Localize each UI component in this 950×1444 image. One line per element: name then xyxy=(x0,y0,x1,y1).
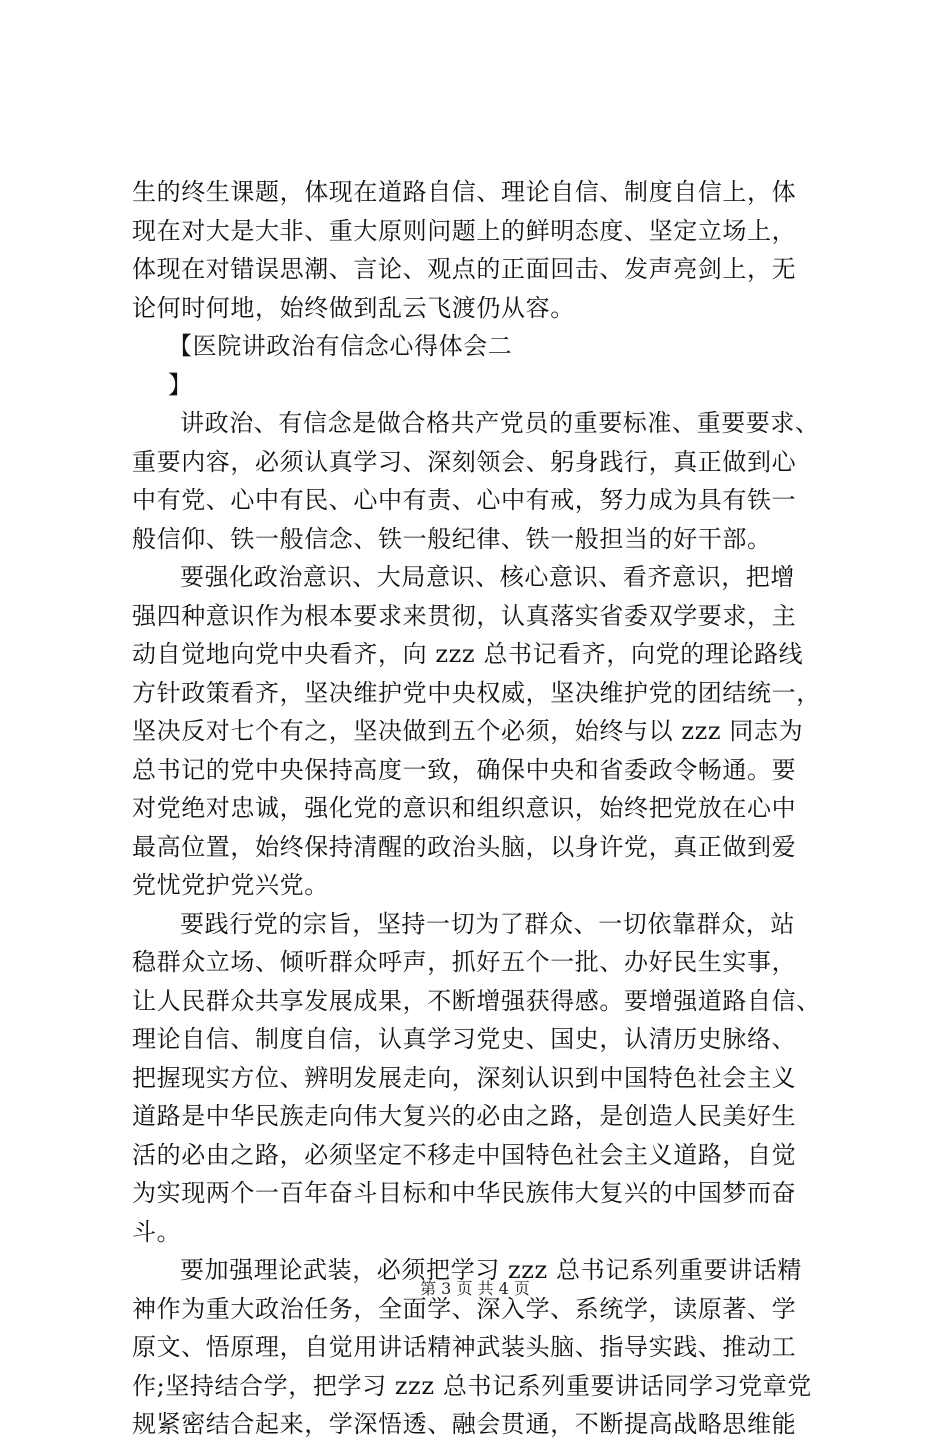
text-line: 生的终生课题，体现在道路自信、理论自信、制度自信上，体 xyxy=(132,178,797,206)
text-line: 体现在对错误思潮、言论、观点的正面回击、发声亮剑上，无 xyxy=(132,255,797,283)
text-line: 总书记的党中央保持高度一致，确保中央和省委政令畅通。要 xyxy=(132,755,797,784)
page-number-footer: 第 3 页 共 4 页 xyxy=(420,1279,530,1298)
text-line: 最高位置，始终保持清醒的政治头脑，以身许党，真正做到爱 xyxy=(132,832,797,861)
text-line: 重要内容，必须认真学习、深刻领会、躬身践行，真正做到心 xyxy=(132,447,797,476)
text-line: 论何时何地，始终做到乱云飞渡仍从容。 xyxy=(132,293,575,322)
text-line: 现在对大是大非、重大原则问题上的鲜明态度、坚定立场上， xyxy=(132,216,797,245)
text-line: 中有党、心中有民、心中有责、心中有戒，努力成为具有铁一 xyxy=(132,486,797,514)
text-line: 原文、悟原理，自觉用讲话精神武装头脑、指导实践、推动工 xyxy=(132,1333,797,1361)
text-line: 把握现实方位、辨明发展走向，深刻认识到中国特色社会主义 xyxy=(132,1063,797,1092)
paragraph-start-line: 要践行党的宗旨，坚持一切为了群众、一切依靠群众，站 xyxy=(180,909,795,938)
text-line: 神作为重大政治任务，全面学、深入学、系统学，读原著、学 xyxy=(132,1294,797,1323)
section-heading: 【医院讲政治有信念心得体会二 xyxy=(168,332,513,360)
text-line: 坚决反对七个有之，坚决做到五个必须，始终与以 zzz 同志为 xyxy=(132,717,804,745)
text-line: 理论自信、制度自信，认真学习党史、国史，认清历史脉络、 xyxy=(132,1025,797,1053)
text-line: 道路是中华民族走向伟大复兴的必由之路，是创造人民美好生 xyxy=(132,1102,797,1130)
text-line: 般信仰、铁一般信念、铁一般纪律、铁一般担当的好干部。 xyxy=(132,524,772,553)
document-body xyxy=(132,173,832,1444)
text-line: 动自觉地向党中央看齐，向 zzz 总书记看齐，向党的理论路线 xyxy=(132,640,804,668)
paragraph-start-line: 要强化政治意识、大局意识、核心意识、看齐意识，把增 xyxy=(180,563,795,591)
text-line: 对党绝对忠诚，强化党的意识和组织意识，始终把党放在心中 xyxy=(132,794,797,822)
paragraph-start-line: 要加强理论武装，必须把学习 zzz 总书记系列重要讲话精 xyxy=(180,1256,802,1284)
text-line: 方针政策看齐，坚决维护党中央权威，坚决维护党的团结统一， xyxy=(132,678,821,707)
text-line: 强四种意识作为根本要求来贯彻，认真落实省委双学要求，主 xyxy=(132,601,797,630)
text-line: 活的必由之路，必须坚定不移走中国特色社会主义道路，自觉 xyxy=(132,1140,797,1169)
paragraph-start-line: 讲政治、有信念是做合格共产党员的重要标准、重要要求、 xyxy=(180,409,820,437)
text-line: 为实现两个一百年奋斗目标和中华民族伟大复兴的中国梦而奋 xyxy=(132,1179,797,1207)
text-line: 作;坚持结合学，把学习 zzz 总书记系列重要讲话同学习党章党 xyxy=(132,1371,812,1400)
text-line: 让人民群众共享发展成果，不断增强获得感。要增强道路自信、 xyxy=(132,986,821,1015)
text-line: 规紧密结合起来，学深悟透、融会贯通，不断提高战略思维能 xyxy=(132,1410,797,1438)
section-heading-bracket: 】 xyxy=(168,370,193,399)
text-line: 斗。 xyxy=(132,1217,182,1246)
text-line: 稳群众立场、倾听群众呼声，抓好五个一批、办好民生实事， xyxy=(132,948,797,976)
text-line: 党忧党护党兴党。 xyxy=(132,871,329,899)
